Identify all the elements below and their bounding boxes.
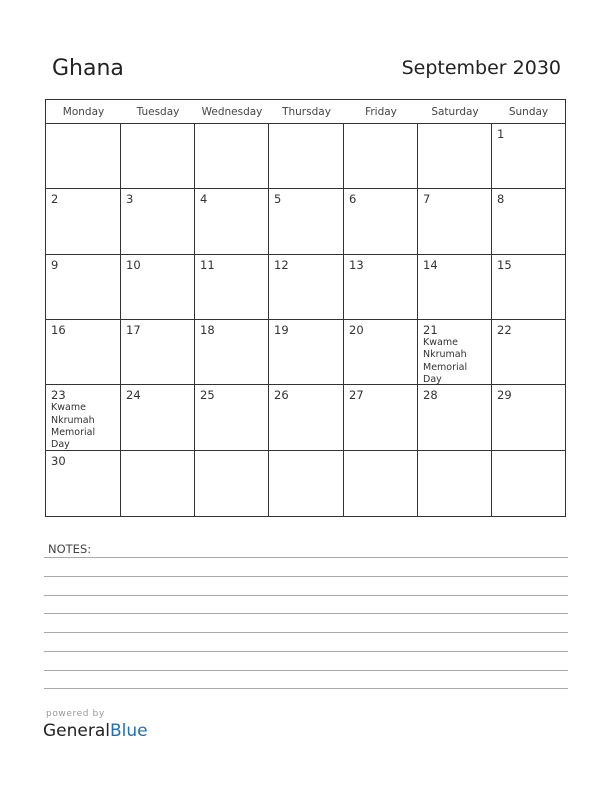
- weekday-header: Tuesday: [121, 100, 195, 124]
- day-cell: [46, 189, 121, 254]
- day-number: 14: [423, 257, 438, 272]
- day-number: 5: [274, 192, 282, 207]
- day-number: 4: [200, 192, 208, 207]
- day-cell: [418, 451, 492, 516]
- day-number: 18: [200, 323, 215, 337]
- day-cell: [418, 124, 492, 189]
- day-cell: [344, 451, 418, 516]
- day-cell: [46, 124, 121, 189]
- day-number: 3: [126, 192, 134, 207]
- month-title: September 2030: [401, 57, 561, 79]
- holiday-label: Kwame Nkrumah Memorial Day: [51, 402, 96, 451]
- day-cell: [195, 385, 269, 450]
- day-cell: [492, 124, 565, 189]
- weekday-header: Saturday: [418, 100, 492, 124]
- day-number: 25: [200, 388, 215, 403]
- notes-line: [44, 557, 568, 558]
- day-cell: [418, 385, 492, 450]
- weekday-header: Wednesday: [195, 100, 269, 124]
- day-cell: [121, 124, 195, 189]
- day-number: 8: [497, 192, 505, 207]
- day-number: 9: [51, 257, 59, 272]
- day-cell: [269, 451, 344, 516]
- day-number: 21: [423, 323, 438, 337]
- day-cell: [195, 255, 269, 320]
- day-cell: [492, 189, 565, 254]
- weekday-header: Sunday: [492, 100, 565, 124]
- powered-by-text: powered by: [46, 709, 105, 719]
- day-cell: [344, 189, 418, 254]
- day-number: 22: [497, 323, 512, 337]
- day-cell: [269, 385, 344, 450]
- day-cell: [418, 255, 492, 320]
- weekday-header: Monday: [46, 100, 121, 124]
- day-number: 1: [497, 127, 505, 141]
- notes-line: [44, 670, 568, 671]
- day-number: 19: [274, 323, 289, 337]
- notes-line: [44, 651, 568, 652]
- notes-line: [44, 576, 568, 577]
- day-cell: [269, 255, 344, 320]
- day-cell: [492, 385, 565, 450]
- day-cell: [418, 189, 492, 254]
- day-cell: [195, 124, 269, 189]
- day-number: 27: [349, 388, 364, 403]
- day-number: 15: [497, 257, 512, 272]
- day-number: 16: [51, 323, 66, 337]
- country-title: Ghana: [52, 56, 124, 81]
- day-number: 28: [423, 388, 438, 403]
- notes-line: [44, 595, 568, 596]
- day-cell: [344, 124, 418, 189]
- day-cell: [492, 451, 565, 516]
- day-number: 6: [349, 192, 357, 207]
- day-number: 17: [126, 323, 141, 337]
- day-cell: [344, 255, 418, 320]
- day-cell: [492, 255, 565, 320]
- day-number: 11: [200, 257, 215, 272]
- day-cell: [195, 189, 269, 254]
- notes-line: [44, 688, 568, 689]
- day-cell: [344, 385, 418, 450]
- day-number: 26: [274, 388, 289, 403]
- day-number: 29: [497, 388, 512, 403]
- brand-logo: [43, 721, 148, 741]
- holiday-label: Kwame Nkrumah Memorial Day: [423, 337, 468, 385]
- notes-line: [44, 613, 568, 614]
- day-cell: [344, 320, 418, 385]
- calendar-grid: [45, 99, 566, 517]
- day-cell: [121, 451, 195, 516]
- notes-label: NOTES:: [48, 542, 92, 556]
- day-number: 13: [349, 257, 364, 272]
- brand-general: General: [43, 721, 110, 741]
- day-cell: [195, 451, 269, 516]
- day-number: 30: [51, 453, 66, 468]
- day-cell: [121, 189, 195, 254]
- day-cell: [121, 385, 195, 450]
- day-number: 7: [423, 192, 431, 207]
- brand-blue: Blue: [110, 721, 148, 741]
- day-cell: [269, 189, 344, 254]
- day-cell: [46, 385, 121, 450]
- day-number: 2: [51, 192, 59, 207]
- day-cell: [492, 320, 565, 385]
- day-cell: [121, 255, 195, 320]
- day-cell: [418, 320, 492, 385]
- day-cell: [269, 124, 344, 189]
- day-cell: [46, 451, 121, 516]
- weekday-header: Friday: [344, 100, 418, 124]
- day-cell: [121, 320, 195, 385]
- day-number: 12: [274, 257, 289, 272]
- day-number: 20: [349, 323, 364, 337]
- day-cell: [195, 320, 269, 385]
- day-cell: [269, 320, 344, 385]
- notes-line: [44, 632, 568, 633]
- day-number: 24: [126, 388, 141, 403]
- day-number: 10: [126, 257, 141, 272]
- day-cell: [46, 255, 121, 320]
- day-number: 23: [51, 388, 66, 403]
- day-cell: [46, 320, 121, 385]
- weekday-header: Thursday: [269, 100, 344, 124]
